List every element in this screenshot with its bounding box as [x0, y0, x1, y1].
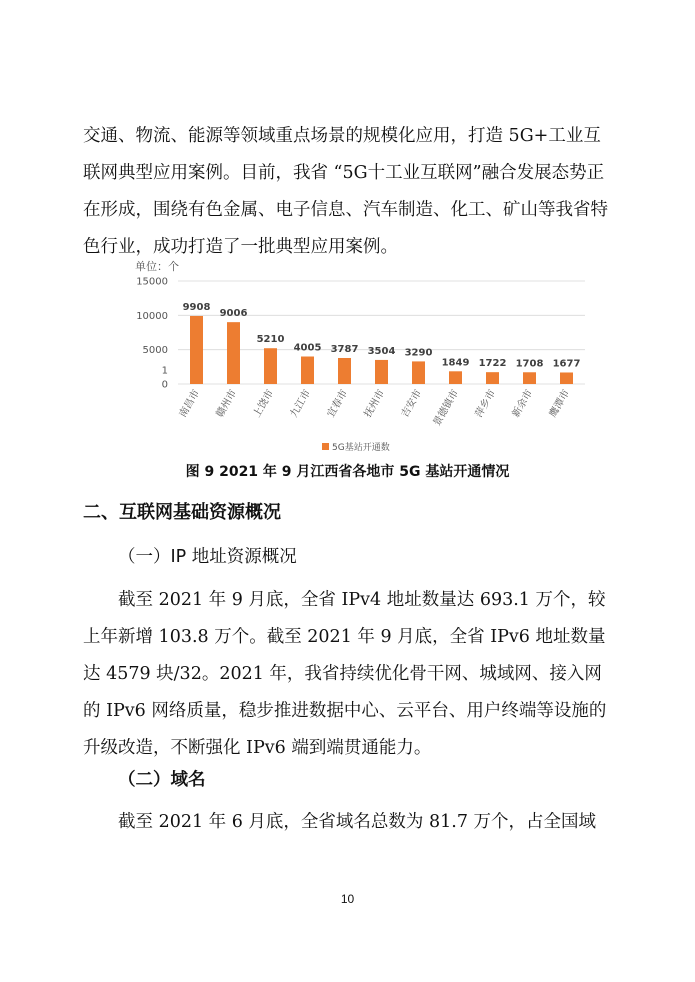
x-tick-label: 萍乡市: [473, 388, 499, 420]
bar-chart: [120, 255, 590, 460]
x-tick-label: 九江市: [288, 388, 314, 420]
bar: [560, 372, 573, 384]
figure-caption: 图 9 2021 年 9 月江西省各地市 5G 基站开通情况: [185, 464, 510, 480]
legend-label: 5G基站开通数: [332, 443, 390, 453]
y-tick-label: 10000: [136, 310, 168, 322]
bar: [523, 372, 536, 384]
bar: [190, 316, 203, 384]
data-label: 9908: [182, 301, 211, 313]
y-tick-label: 0: [161, 379, 168, 391]
data-label: 1722: [478, 358, 507, 370]
bar: [412, 361, 425, 384]
subsection-heading-ip: （一）IP 地址资源概况: [118, 547, 297, 567]
bar: [264, 348, 277, 384]
data-label: 1708: [515, 358, 544, 370]
bar: [449, 371, 462, 384]
bar: [375, 360, 388, 384]
x-tick-label: 宜春市: [325, 388, 351, 420]
x-tick-label: 新余市: [510, 388, 536, 420]
y-tick-label: 1: [161, 365, 168, 377]
x-tick-label: 南昌市: [177, 388, 203, 420]
x-tick-label: 鹰潭市: [547, 388, 573, 420]
data-label: 3290: [404, 347, 433, 359]
x-tick-label: 赣州市: [214, 388, 240, 420]
bar: [486, 372, 499, 384]
data-label: 4005: [293, 342, 322, 354]
section-heading: 二、互联网基础资源概况: [83, 502, 281, 523]
chart-unit-label: 单位：个: [135, 260, 179, 273]
bar: [227, 322, 240, 384]
subsection-heading-domain: （二）域名: [118, 770, 206, 790]
page-number: 10: [340, 892, 355, 906]
y-tick-label: 15000: [136, 276, 168, 288]
data-label: 3504: [367, 345, 396, 357]
data-label: 3787: [330, 343, 359, 355]
x-tick-label: 景德镇市: [431, 388, 462, 429]
y-tick-label: 5000: [142, 345, 168, 357]
legend-swatch: [322, 443, 329, 450]
paragraph-ip-addresses: 截至 2021 年 9 月底，全省 IPv4 地址数量达 693.1 万个，较上年新增 103.8 万个。截至 2021 年 9 月底，全省 IPv6 地址数量达 4579 块/32。2021 年，我省持续优化骨干网、城域网、接入网的 IPv6 网络质量，稳步推进数据中心、云平台、用户终端等设施的升级改造，不断强化 IPv6 端到端贯通能力。: [83, 590, 607, 758]
data-label: 9006: [219, 308, 248, 320]
x-tick-label: 抚州市: [362, 388, 388, 420]
paragraph-domain: 截至 2021 年 6 月底，全省域名总数为 81.7 万个，占全国域: [118, 812, 597, 832]
bar: [338, 358, 351, 384]
intro-paragraph: 交通、物流、能源等领域重点场景的规模化应用，打造 5G+工业互联网典型应用案例。目前，我省 “5G十工业互联网”融合发展态势正在形成，围绕有色金属、电子信息、汽车制造、化工、矿山等我省特色行业，成功打造了一批典型应用案例。: [83, 126, 608, 257]
x-tick-label: 上饶市: [251, 388, 277, 420]
x-tick-label: 吉安市: [399, 388, 425, 420]
data-label: 1677: [552, 358, 581, 370]
data-label: 5210: [256, 334, 285, 346]
data-label: 1849: [441, 357, 470, 369]
bar: [301, 356, 314, 384]
